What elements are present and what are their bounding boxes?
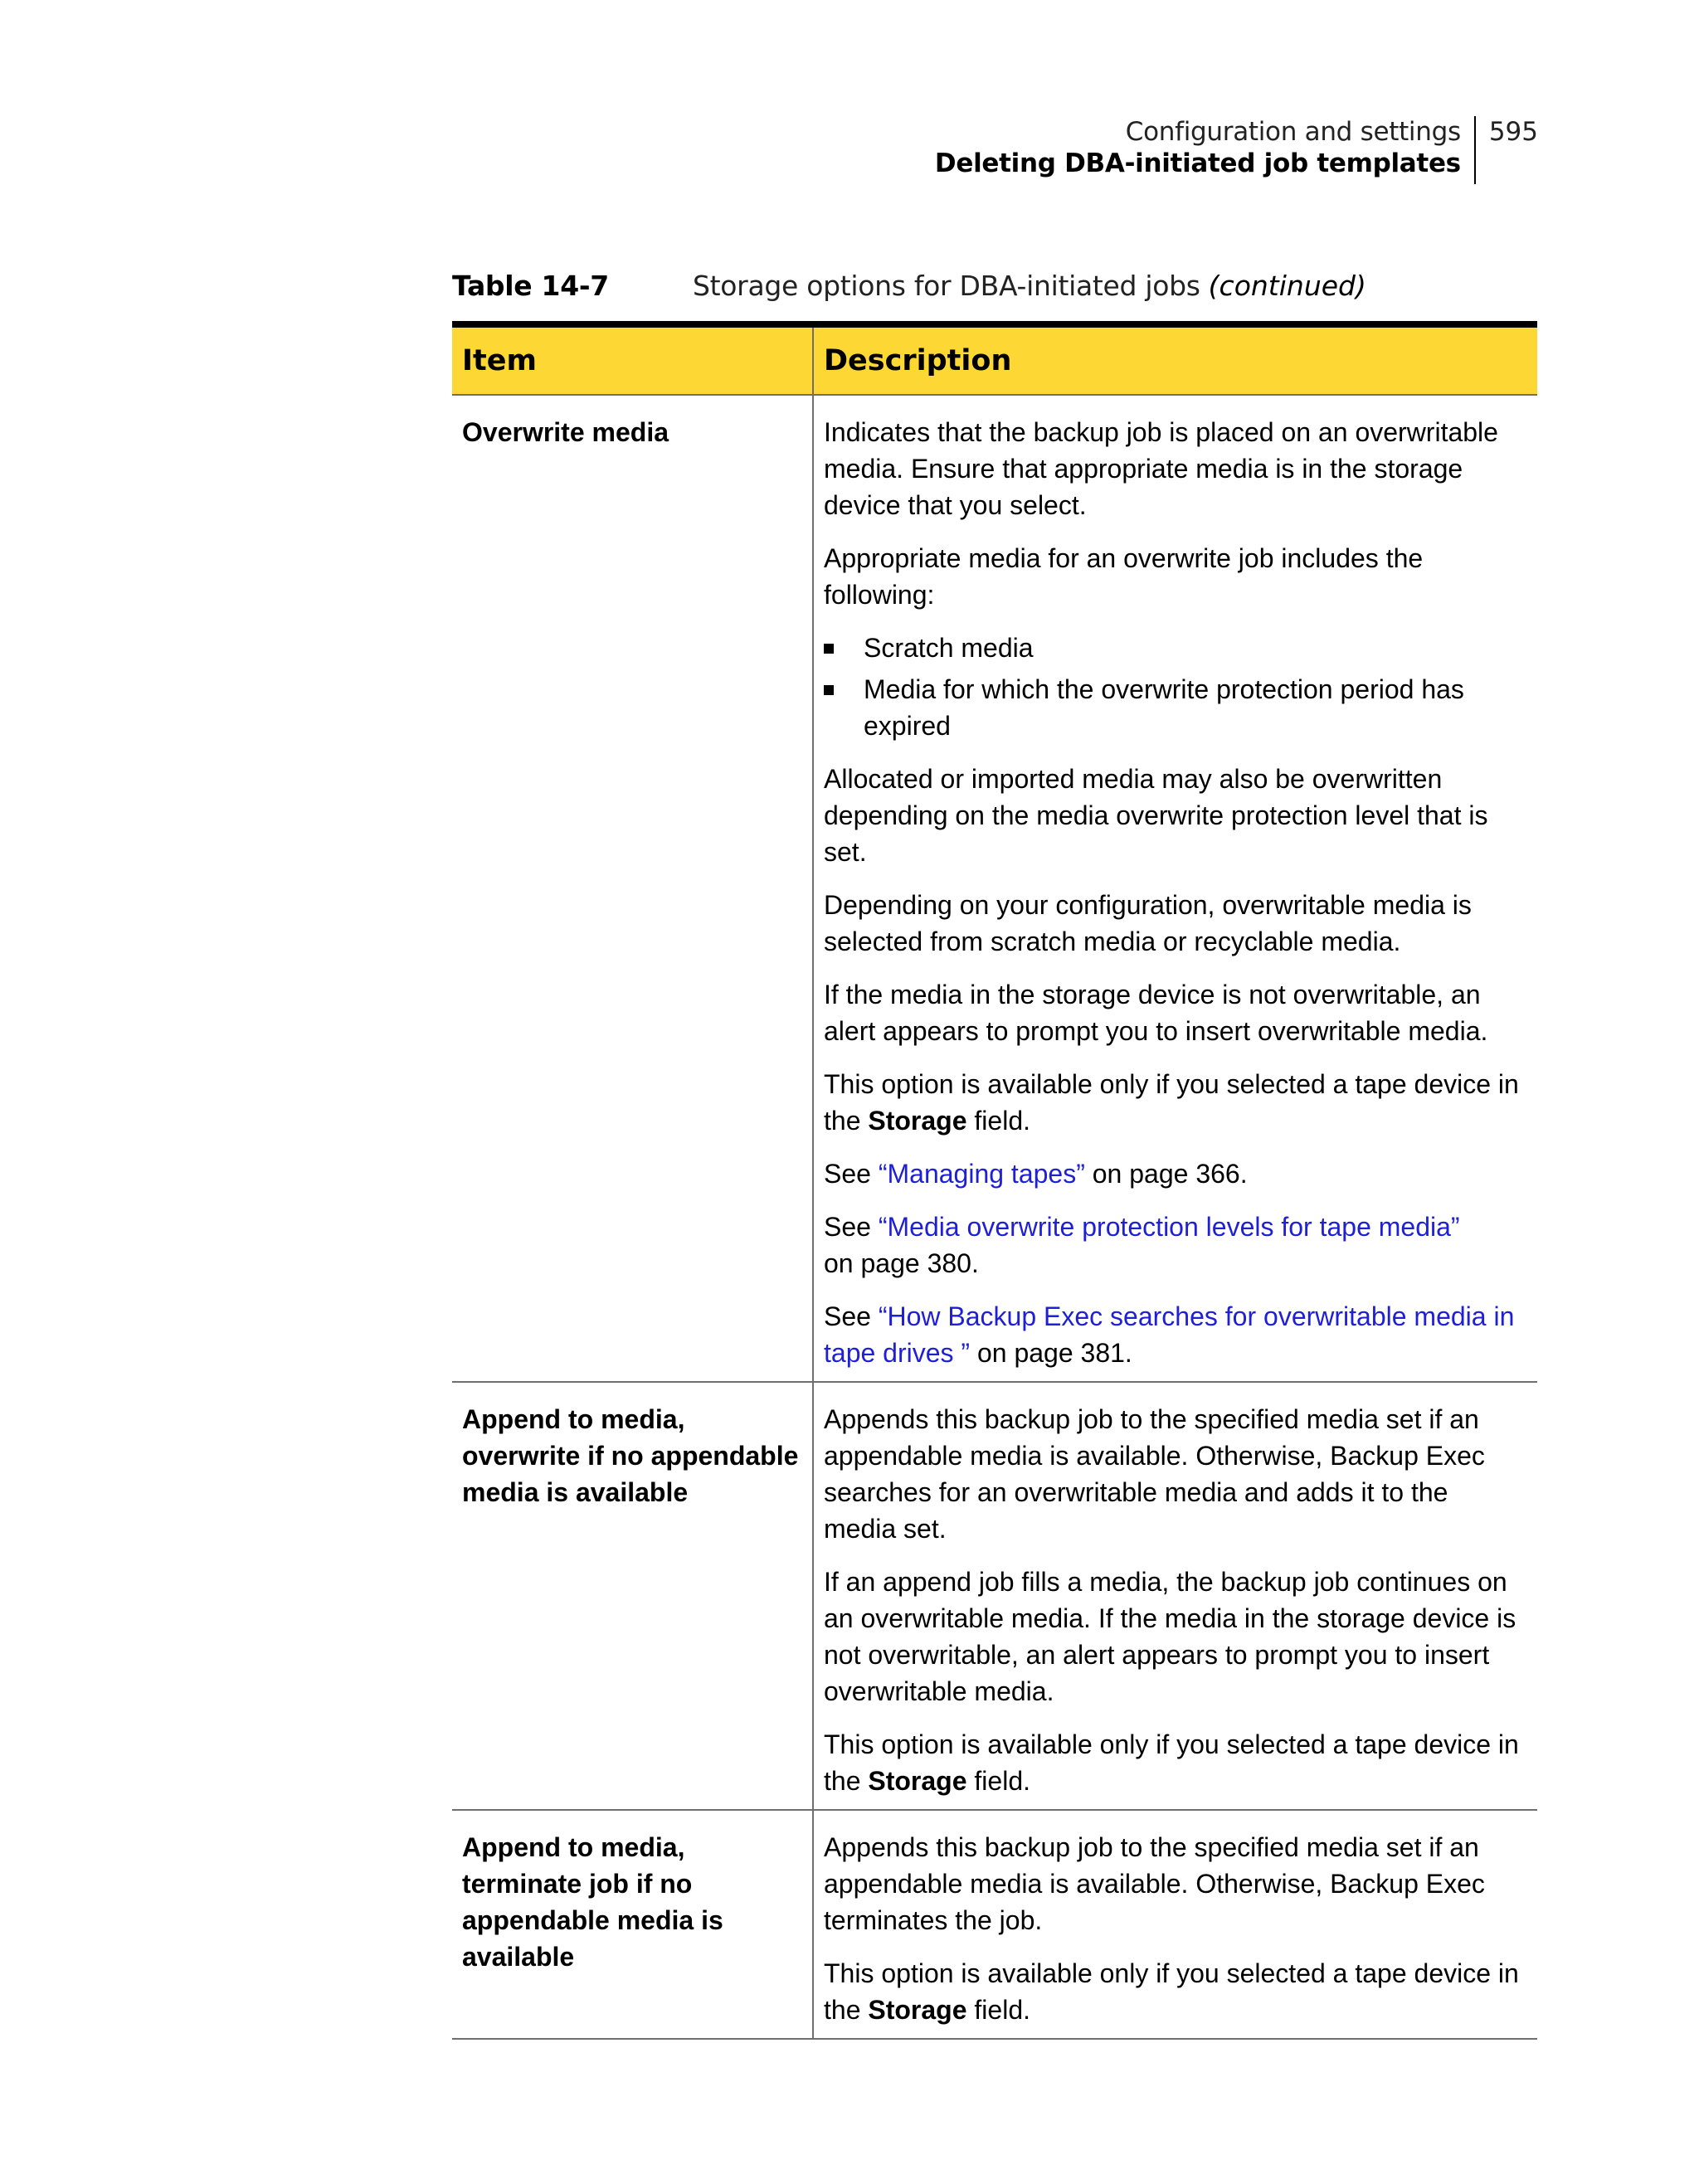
storage-field-name: Storage	[868, 1995, 967, 2025]
description-paragraph: Indicates that the backup job is placed on an overwritable media. Ensure that appropriate media is in the storage device that you select.	[824, 417, 1498, 520]
link-how-backup-exec-searches[interactable]: “How Backup Exec searches for overwritable media in tape drives ”	[824, 1301, 1515, 1368]
item-cell: Append to media, terminate job if no appendable media is available	[452, 1810, 813, 2039]
column-header-description: Description	[813, 324, 1537, 395]
list-item: Media for which the overwrite protection period has expired	[824, 671, 1527, 744]
table-row	[452, 395, 1537, 1382]
list-item: Scratch media	[824, 630, 1527, 666]
cross-reference	[824, 1209, 1527, 1282]
storage-field-name: Storage	[868, 1106, 967, 1136]
description-cell	[813, 1382, 1537, 1810]
description-cell	[813, 1810, 1537, 2039]
table-row	[452, 1810, 1537, 2039]
availability-note	[824, 1955, 1527, 2028]
description-paragraph: Appends this backup job to the specified media set if an appendable media is available. Otherwise, Backup Exec terminates the job.	[824, 1832, 1485, 1935]
header-text	[935, 116, 1476, 184]
description-paragraph: Allocated or imported media may also be overwritten depending on the media overwrite protection level that is set.	[824, 764, 1488, 867]
link-managing-tapes[interactable]: “Managing tapes”	[878, 1159, 1085, 1189]
cross-reference	[824, 1155, 1527, 1192]
table-continued: (continued)	[1208, 270, 1366, 302]
page-ref: on page 366.	[1092, 1159, 1248, 1189]
column-header-item: Item	[452, 324, 813, 395]
description-cell	[813, 395, 1537, 1382]
description-paragraph: Appropriate media for an overwrite job includes the following:	[824, 543, 1424, 610]
table-header-row	[452, 324, 1537, 395]
item-cell: Append to media, overwrite if no appendable media is available	[452, 1382, 813, 1810]
table-label: Table 14-7	[452, 270, 609, 302]
storage-field-name: Storage	[868, 1766, 967, 1796]
bullet-list	[824, 630, 1527, 744]
page-ref: on page 380.	[824, 1248, 979, 1278]
page-number: 595	[1488, 117, 1538, 147]
note-text: field.	[974, 1766, 1030, 1796]
note-text: This option is available only if you selected a tape device in the	[824, 1069, 1519, 1136]
table-row	[452, 1382, 1537, 1810]
cross-reference	[824, 1298, 1527, 1371]
link-media-overwrite-protection-levels[interactable]: “Media overwrite protection levels for tape media”	[878, 1212, 1460, 1242]
availability-note	[824, 1066, 1527, 1139]
description-paragraph: If the media in the storage device is not overwritable, an alert appears to prompt you to insert overwritable media.	[824, 980, 1488, 1046]
note-text: This option is available only if you selected a tape device in the	[824, 1958, 1519, 2025]
see-label: See	[824, 1301, 871, 1331]
note-text: field.	[974, 1106, 1030, 1136]
description-paragraph: Depending on your configuration, overwritable media is selected from scratch media or recyclable media.	[824, 890, 1472, 956]
header-topic: Deleting DBA-initiated job templates	[934, 148, 1461, 178]
table-title: Storage options for DBA-initiated jobs	[693, 270, 1200, 302]
note-text: field.	[974, 1995, 1030, 2025]
page-ref: on page 381.	[976, 1338, 1132, 1368]
see-label: See	[824, 1212, 871, 1242]
see-label: See	[824, 1159, 871, 1189]
description-paragraph: If an append job fills a media, the backup job continues on an overwritable media. If the media in the storage device is not overwritable, an alert appears to prompt you to insert overwritable media.	[824, 1567, 1516, 1706]
note-text: This option is available only if you selected a tape device in the	[824, 1729, 1519, 1796]
item-cell: Overwrite media	[452, 395, 813, 1382]
running-header	[935, 116, 1538, 184]
storage-options-table	[452, 321, 1537, 2040]
description-paragraph: Appends this backup job to the specified media set if an appendable media is available. Otherwise, Backup Exec searches for an overwritable media and adds it to the media set.	[824, 1404, 1485, 1544]
availability-note	[824, 1726, 1527, 1799]
header-section: Configuration and settings	[1125, 117, 1461, 147]
table-caption	[452, 269, 1366, 304]
